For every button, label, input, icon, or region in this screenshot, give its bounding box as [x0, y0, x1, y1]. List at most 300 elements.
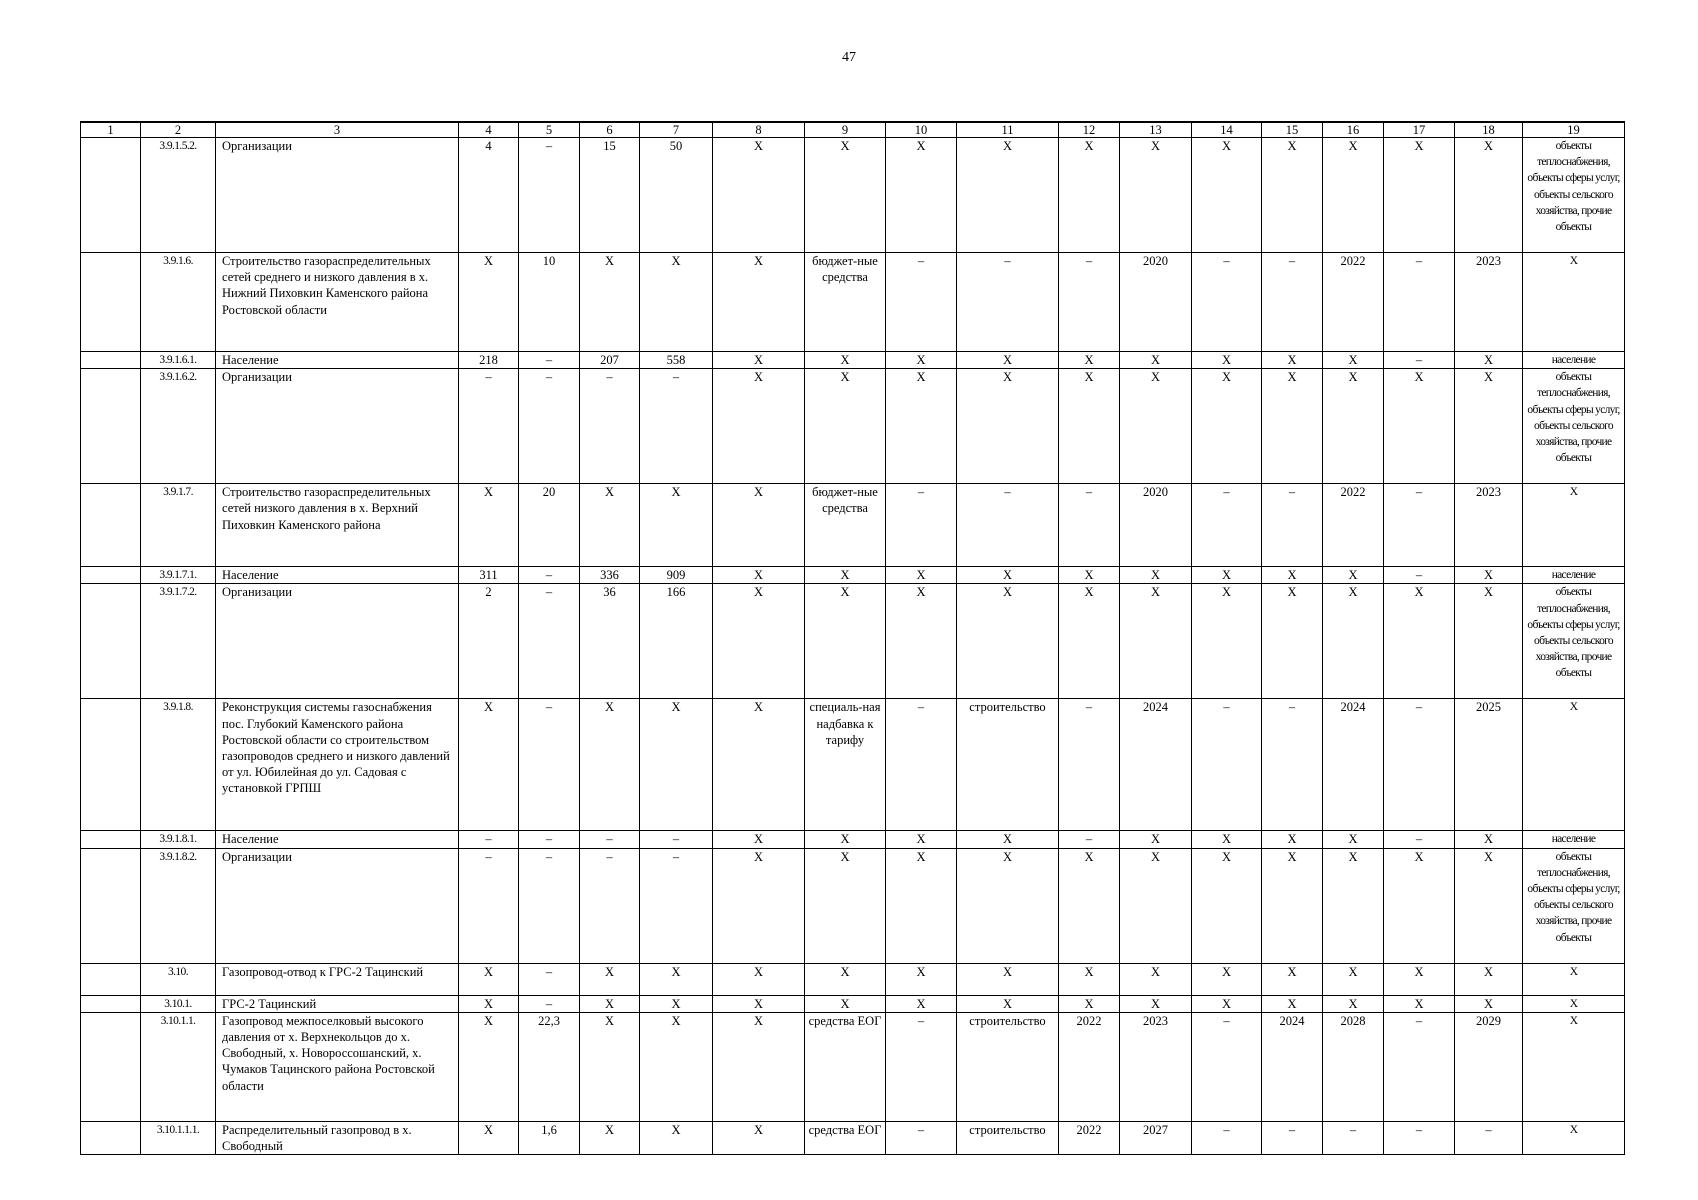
table-cell: 2022: [1323, 253, 1384, 352]
table-cell: X: [957, 995, 1059, 1012]
table-row: [81, 484, 1625, 567]
table-cell: 2028: [1323, 1012, 1384, 1121]
table-cell: X: [1262, 848, 1323, 963]
table-cell: 10: [519, 253, 580, 352]
table-cell: X: [713, 369, 805, 484]
table-cell: 2027: [1120, 1121, 1192, 1154]
table-cell: средства ЕОГ: [805, 1121, 886, 1154]
table-cell: 2: [459, 584, 519, 699]
column-number-cell: 6: [580, 122, 640, 138]
table-cell: –: [459, 848, 519, 963]
table-cell: X: [1262, 352, 1323, 369]
item-code-cell: 3.9.1.7.2.: [141, 584, 216, 699]
item-name-cell: Реконструкция системы газоснабжения пос. Глубокий Каменского района Ростовской области со строительством газопроводов среднего и низкого давлений от ул. Юбилейная до ул. Садовая с установкой ГРПШ: [216, 699, 459, 831]
item-code-cell: 3.9.1.8.2.: [141, 848, 216, 963]
table-cell: X: [1120, 369, 1192, 484]
table-cell: –: [640, 369, 713, 484]
table-row: [81, 831, 1625, 848]
table-row: [81, 963, 1625, 995]
table-cell: [81, 369, 141, 484]
table-cell: [81, 848, 141, 963]
table-cell: [81, 1012, 141, 1121]
item-code-cell: 3.9.1.5.2.: [141, 138, 216, 253]
table-cell: –: [1192, 699, 1262, 831]
table-cell: X: [1323, 995, 1384, 1012]
table-cell: 50: [640, 138, 713, 253]
table-cell: X: [1455, 995, 1523, 1012]
table-cell: X: [459, 963, 519, 995]
table-cell: –: [519, 138, 580, 253]
table-cell: X: [1323, 567, 1384, 584]
table-cell: [81, 963, 141, 995]
consumers-cell: объекты теплоснабжения, объекты сферы услуг, объекты сельского хозяйства, прочие объекты: [1523, 584, 1625, 699]
table-cell: 311: [459, 567, 519, 584]
table-cell: X: [1323, 138, 1384, 253]
item-code-cell: 3.9.1.6.: [141, 253, 216, 352]
column-number-cell: 17: [1384, 122, 1455, 138]
table-cell: X: [459, 1121, 519, 1154]
table-cell: X: [1262, 584, 1323, 699]
table-cell: –: [459, 369, 519, 484]
table-cell: –: [1455, 1121, 1523, 1154]
table-cell: X: [1262, 963, 1323, 995]
table-cell: X: [713, 138, 805, 253]
table-cell: –: [1059, 831, 1120, 848]
table-cell: X: [1120, 963, 1192, 995]
table-cell: 207: [580, 352, 640, 369]
table-cell: –: [519, 848, 580, 963]
table-cell: X: [1455, 567, 1523, 584]
consumers-cell: объекты теплоснабжения, объекты сферы услуг, объекты сельского хозяйства, прочие объекты: [1523, 848, 1625, 963]
item-code-cell: 3.10.1.1.: [141, 1012, 216, 1121]
table-cell: X: [1323, 848, 1384, 963]
table-cell: X: [1384, 848, 1455, 963]
item-name-cell: Организации: [216, 369, 459, 484]
consumers-cell: X: [1523, 1012, 1625, 1121]
table-cell: –: [1262, 699, 1323, 831]
item-name-cell: Население: [216, 831, 459, 848]
table-cell: X: [713, 567, 805, 584]
table-cell: [81, 567, 141, 584]
consumers-cell: объекты теплоснабжения, объекты сферы услуг, объекты сельского хозяйства, прочие объекты: [1523, 138, 1625, 253]
table-cell: X: [957, 567, 1059, 584]
table-cell: 2020: [1120, 484, 1192, 567]
table-cell: –: [1192, 1121, 1262, 1154]
table-cell: –: [886, 1012, 957, 1121]
table-cell: X: [957, 138, 1059, 253]
column-number-cell: 8: [713, 122, 805, 138]
table-cell: X: [1455, 963, 1523, 995]
table-cell: –: [580, 831, 640, 848]
table-cell: –: [580, 369, 640, 484]
table-cell: X: [886, 352, 957, 369]
item-code-cell: 3.9.1.8.1.: [141, 831, 216, 848]
table-cell: –: [580, 848, 640, 963]
table-cell: X: [580, 484, 640, 567]
table-cell: 2023: [1120, 1012, 1192, 1121]
column-number-cell: 19: [1523, 122, 1625, 138]
item-code-cell: 3.9.1.8.: [141, 699, 216, 831]
table-cell: X: [886, 995, 957, 1012]
column-number-cell: 1: [81, 122, 141, 138]
table-cell: бюджет-ные средства: [805, 484, 886, 567]
column-number-cell: 10: [886, 122, 957, 138]
table-cell: –: [886, 253, 957, 352]
table-cell: X: [713, 1012, 805, 1121]
table-cell: –: [1262, 253, 1323, 352]
table-cell: [81, 352, 141, 369]
table-cell: X: [713, 699, 805, 831]
item-name-cell: Строительство газораспределительных сетей низкого давления в х. Верхний Пиховкин Каменского района: [216, 484, 459, 567]
table-cell: X: [1192, 995, 1262, 1012]
table-cell: –: [519, 963, 580, 995]
table-cell: X: [1059, 138, 1120, 253]
column-number-cell: 4: [459, 122, 519, 138]
table-cell: X: [1120, 848, 1192, 963]
table-cell: –: [640, 848, 713, 963]
table-cell: X: [713, 831, 805, 848]
table-cell: X: [580, 1121, 640, 1154]
column-number-cell: 14: [1192, 122, 1262, 138]
item-name-cell: Население: [216, 567, 459, 584]
table-cell: 2023: [1455, 253, 1523, 352]
table-cell: X: [886, 584, 957, 699]
table-cell: X: [957, 831, 1059, 848]
table-cell: X: [1262, 831, 1323, 848]
table-cell: X: [1455, 848, 1523, 963]
item-code-cell: 3.10.1.1.1.: [141, 1121, 216, 1154]
table-cell: X: [1323, 963, 1384, 995]
consumers-cell: X: [1523, 995, 1625, 1012]
table-cell: X: [886, 138, 957, 253]
table-cell: –: [886, 1121, 957, 1154]
column-number-cell: 11: [957, 122, 1059, 138]
table-cell: X: [1192, 584, 1262, 699]
table-cell: X: [1192, 963, 1262, 995]
table-cell: X: [1192, 848, 1262, 963]
table-cell: –: [519, 584, 580, 699]
table-cell: 2024: [1262, 1012, 1323, 1121]
table-cell: X: [957, 352, 1059, 369]
table-cell: строительство: [957, 1121, 1059, 1154]
table-cell: X: [640, 1012, 713, 1121]
table-cell: X: [805, 831, 886, 848]
consumers-cell: X: [1523, 699, 1625, 831]
table-row: [81, 1121, 1625, 1154]
table-cell: X: [1455, 831, 1523, 848]
table-cell: 558: [640, 352, 713, 369]
table-cell: 15: [580, 138, 640, 253]
table-cell: –: [1059, 253, 1120, 352]
table-cell: X: [1262, 369, 1323, 484]
item-name-cell: Распределительный газопровод в х. Свободный: [216, 1121, 459, 1154]
table-cell: X: [1192, 369, 1262, 484]
table-cell: X: [580, 1012, 640, 1121]
table-cell: X: [886, 848, 957, 963]
table-cell: X: [886, 963, 957, 995]
column-number-cell: 9: [805, 122, 886, 138]
table-cell: X: [805, 369, 886, 484]
table-cell: X: [1384, 995, 1455, 1012]
table-cell: специаль-ная надбавка к тарифу: [805, 699, 886, 831]
table-cell: X: [1059, 995, 1120, 1012]
table-cell: X: [886, 567, 957, 584]
table-cell: строительство: [957, 1012, 1059, 1121]
table-cell: 22,3: [519, 1012, 580, 1121]
table-cell: X: [713, 848, 805, 963]
table-cell: X: [1120, 138, 1192, 253]
table-cell: X: [640, 963, 713, 995]
table-cell: 2024: [1323, 699, 1384, 831]
table-cell: X: [1059, 848, 1120, 963]
table-cell: X: [1323, 369, 1384, 484]
table-row: [81, 567, 1625, 584]
table-cell: X: [640, 253, 713, 352]
table-cell: 2022: [1323, 484, 1384, 567]
table-cell: X: [957, 369, 1059, 484]
table-cell: X: [805, 963, 886, 995]
table-row: [81, 369, 1625, 484]
table-cell: строительство: [957, 699, 1059, 831]
table-cell: X: [640, 699, 713, 831]
table-row: [81, 995, 1625, 1012]
item-name-cell: Организации: [216, 138, 459, 253]
consumers-cell: население: [1523, 352, 1625, 369]
column-number-cell: 7: [640, 122, 713, 138]
table-cell: X: [713, 253, 805, 352]
table-cell: X: [1455, 369, 1523, 484]
table-cell: –: [1384, 1121, 1455, 1154]
table-cell: X: [1384, 963, 1455, 995]
table-cell: 36: [580, 584, 640, 699]
table-cell: X: [1455, 584, 1523, 699]
table-cell: X: [459, 253, 519, 352]
table-cell: X: [459, 995, 519, 1012]
table-cell: [81, 699, 141, 831]
table-cell: X: [1192, 138, 1262, 253]
table-cell: –: [519, 369, 580, 484]
table-cell: X: [1120, 352, 1192, 369]
table-cell: X: [1262, 995, 1323, 1012]
column-number-cell: 3: [216, 122, 459, 138]
table-cell: X: [957, 848, 1059, 963]
table-cell: 2022: [1059, 1012, 1120, 1121]
table-cell: –: [519, 831, 580, 848]
table-cell: –: [1384, 352, 1455, 369]
table-cell: X: [1262, 138, 1323, 253]
table-cell: X: [1192, 567, 1262, 584]
page-number: 47: [842, 50, 856, 65]
table-cell: [81, 1121, 141, 1154]
item-code-cell: 3.10.1.: [141, 995, 216, 1012]
table-cell: X: [640, 1121, 713, 1154]
table-cell: –: [519, 995, 580, 1012]
table-cell: X: [1120, 584, 1192, 699]
table-cell: 1,6: [519, 1121, 580, 1154]
table-cell: X: [1059, 567, 1120, 584]
table-cell: –: [519, 699, 580, 831]
table-cell: –: [1384, 484, 1455, 567]
table-cell: 166: [640, 584, 713, 699]
table-cell: X: [805, 995, 886, 1012]
table-cell: X: [580, 995, 640, 1012]
table-cell: X: [957, 584, 1059, 699]
table-row: [81, 584, 1625, 699]
table-cell: –: [886, 484, 957, 567]
table-cell: –: [1262, 484, 1323, 567]
investment-program-table: [80, 121, 1625, 1155]
table-cell: X: [1384, 369, 1455, 484]
table-cell: X: [1120, 831, 1192, 848]
table-cell: X: [1323, 584, 1384, 699]
table-cell: 2029: [1455, 1012, 1523, 1121]
table-cell: X: [1059, 352, 1120, 369]
consumers-cell: X: [1523, 253, 1625, 352]
table-cell: X: [1192, 352, 1262, 369]
table-row: [81, 253, 1625, 352]
table-cell: –: [519, 352, 580, 369]
table-cell: X: [1059, 369, 1120, 484]
item-name-cell: ГРС-2 Тацинский: [216, 995, 459, 1012]
table-cell: –: [459, 831, 519, 848]
table-cell: X: [886, 831, 957, 848]
table-cell: X: [805, 138, 886, 253]
table-cell: –: [1059, 699, 1120, 831]
table-cell: –: [1384, 699, 1455, 831]
consumers-cell: X: [1523, 1121, 1625, 1154]
item-name-cell: Газопровод межпоселковый высокого давления от х. Верхнекольцов до х. Свободный, х. Новороссошанский, х. Чумаков Тацинского района Ростовской области: [216, 1012, 459, 1121]
table-cell: X: [459, 1012, 519, 1121]
column-number-row: [81, 122, 1625, 138]
column-number-cell: 5: [519, 122, 580, 138]
table-cell: –: [1384, 1012, 1455, 1121]
table-cell: 4: [459, 138, 519, 253]
item-name-cell: Строительство газораспределительных сетей среднего и низкого давления в х. Нижний Пиховкин Каменского района Ростовской области: [216, 253, 459, 352]
item-code-cell: 3.9.1.7.: [141, 484, 216, 567]
table-cell: –: [1384, 831, 1455, 848]
table-cell: –: [1262, 1121, 1323, 1154]
table-cell: X: [805, 352, 886, 369]
table-cell: X: [957, 963, 1059, 995]
table-cell: X: [580, 253, 640, 352]
column-number-cell: 13: [1120, 122, 1192, 138]
table-cell: –: [640, 831, 713, 848]
table-cell: X: [1120, 995, 1192, 1012]
table-cell: средства ЕОГ: [805, 1012, 886, 1121]
table-cell: X: [640, 484, 713, 567]
table-cell: X: [713, 995, 805, 1012]
table-cell: X: [713, 584, 805, 699]
table-cell: X: [1323, 352, 1384, 369]
item-code-cell: 3.9.1.7.1.: [141, 567, 216, 584]
table-cell: 336: [580, 567, 640, 584]
table-cell: [81, 138, 141, 253]
column-number-cell: 16: [1323, 122, 1384, 138]
table-cell: X: [459, 484, 519, 567]
table-cell: 20: [519, 484, 580, 567]
item-code-cell: 3.9.1.6.2.: [141, 369, 216, 484]
table-cell: X: [713, 1121, 805, 1154]
table-cell: 2020: [1120, 253, 1192, 352]
table-cell: –: [886, 699, 957, 831]
table-cell: X: [1059, 584, 1120, 699]
table-cell: –: [1323, 1121, 1384, 1154]
table-cell: –: [1384, 567, 1455, 584]
table-cell: [81, 584, 141, 699]
table-cell: X: [886, 369, 957, 484]
table-cell: –: [1192, 484, 1262, 567]
item-code-cell: 3.10.: [141, 963, 216, 995]
table-cell: X: [1059, 963, 1120, 995]
consumers-cell: население: [1523, 831, 1625, 848]
table-row: [81, 138, 1625, 253]
table-cell: X: [805, 584, 886, 699]
table-cell: X: [459, 699, 519, 831]
table-cell: X: [1455, 138, 1523, 253]
table-cell: –: [1059, 484, 1120, 567]
table-cell: [81, 995, 141, 1012]
table-cell: 2023: [1455, 484, 1523, 567]
item-name-cell: Организации: [216, 848, 459, 963]
table-row: [81, 699, 1625, 831]
column-number-cell: 12: [1059, 122, 1120, 138]
consumers-cell: объекты теплоснабжения, объекты сферы услуг, объекты сельского хозяйства, прочие объекты: [1523, 369, 1625, 484]
table-cell: 2022: [1059, 1121, 1120, 1154]
table-cell: 909: [640, 567, 713, 584]
consumers-cell: X: [1523, 963, 1625, 995]
table-cell: –: [957, 484, 1059, 567]
table-cell: X: [713, 963, 805, 995]
table-cell: X: [640, 995, 713, 1012]
table-cell: X: [1455, 352, 1523, 369]
consumers-cell: население: [1523, 567, 1625, 584]
table-row: [81, 352, 1625, 369]
table-cell: 2024: [1120, 699, 1192, 831]
table-cell: бюджет-ные средства: [805, 253, 886, 352]
consumers-cell: X: [1523, 484, 1625, 567]
table-cell: X: [1192, 831, 1262, 848]
table-cell: X: [1323, 831, 1384, 848]
table-cell: –: [1192, 253, 1262, 352]
table-cell: X: [580, 699, 640, 831]
table-cell: X: [1384, 584, 1455, 699]
item-name-cell: Население: [216, 352, 459, 369]
table-cell: X: [713, 352, 805, 369]
table-cell: X: [805, 567, 886, 584]
table-cell: –: [1192, 1012, 1262, 1121]
item-name-cell: Газопровод-отвод к ГРС-2 Тацинский: [216, 963, 459, 995]
table-row: [81, 848, 1625, 963]
table-cell: X: [713, 484, 805, 567]
column-number-cell: 2: [141, 122, 216, 138]
table-cell: X: [1262, 567, 1323, 584]
item-name-cell: Организации: [216, 584, 459, 699]
table-cell: 2025: [1455, 699, 1523, 831]
table-cell: [81, 253, 141, 352]
table-cell: –: [1384, 253, 1455, 352]
item-code-cell: 3.9.1.6.1.: [141, 352, 216, 369]
table-cell: X: [1384, 138, 1455, 253]
table-cell: X: [805, 848, 886, 963]
table-row: [81, 1012, 1625, 1121]
table-cell: [81, 484, 141, 567]
column-number-cell: 15: [1262, 122, 1323, 138]
table-cell: –: [519, 567, 580, 584]
table-cell: [81, 831, 141, 848]
table-cell: X: [1120, 567, 1192, 584]
table-cell: 218: [459, 352, 519, 369]
table-cell: –: [957, 253, 1059, 352]
